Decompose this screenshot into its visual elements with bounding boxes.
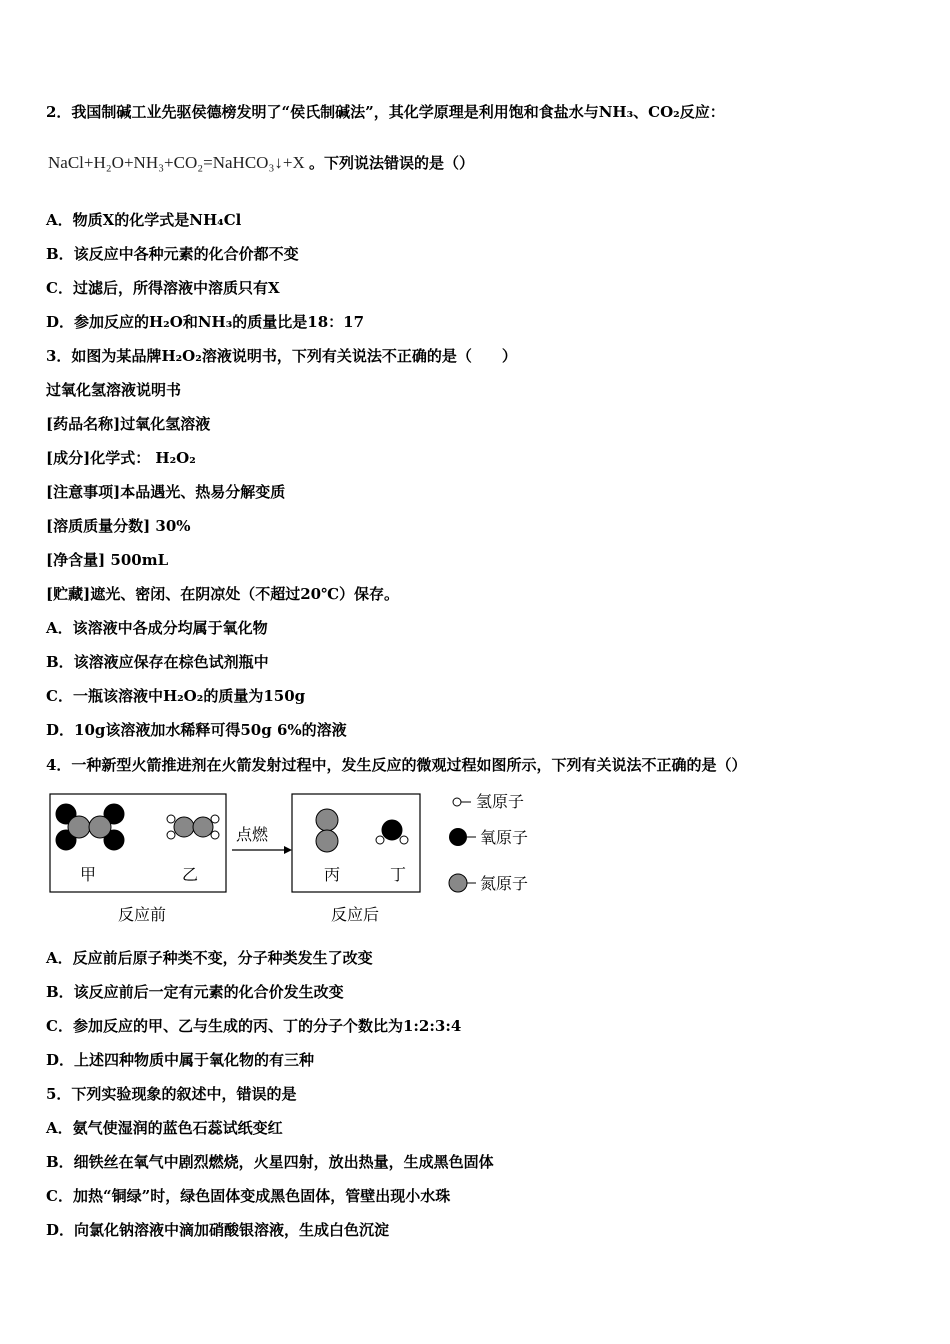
legend-nitrogen	[449, 874, 528, 893]
q3-option-a: A．该溶液中各成分均属于氧化物	[46, 619, 268, 637]
arrow-label: 点燃	[236, 825, 269, 844]
species-bing: 丙	[324, 865, 341, 884]
q3-label-formula: [成分]化学式： H₂O₂	[46, 449, 196, 467]
q2-option-c: C．过滤后，所得溶液中溶质只有X	[46, 279, 280, 297]
legend-hydrogen-label: 氢原子	[476, 792, 525, 811]
q4-option-a: A．反应前后原子种类不变，分子种类发生了改变	[46, 949, 373, 967]
legend-hydrogen	[453, 792, 524, 811]
legend-oxygen-label: 氧原子	[480, 828, 529, 847]
legend-nitrogen-label: 氮原子	[480, 874, 529, 893]
q5-stem: 5．下列实验现象的叙述中，错误的是	[46, 1085, 297, 1103]
q3-option-d: D．10g该溶液加水稀释可得50g 6%的溶液	[46, 721, 347, 739]
q4-stem: 4．一种新型火箭推进剂在火箭发射过程中，发生反应的微观过程如图所示，下列有关说法不正确的是（）	[46, 756, 747, 774]
arrow-head	[284, 846, 292, 854]
q4-option-b: B．该反应前后一定有元素的化合价发生改变	[46, 983, 344, 1001]
q3-label-volume: [净含量] 500mL	[46, 551, 169, 569]
q5-option-b: B．细铁丝在氧气中剧烈燃烧，火星四射，放出热量，生成黑色固体	[46, 1153, 494, 1171]
q2-option-b: B．该反应中各种元素的化合价都不变	[46, 245, 299, 263]
before-caption: 反应前	[118, 905, 167, 924]
after-caption: 反应后	[331, 905, 380, 924]
q4-option-d: D．上述四种物质中属于氧化物的有三种	[46, 1051, 315, 1069]
q3-label-name: [药品名称]过氧化氢溶液	[46, 415, 211, 433]
q2-equation-row	[48, 152, 474, 173]
q5-option-c: C．加热“铜绿”时，绿色固体变成黑色固体，管壁出现小水珠	[46, 1187, 451, 1205]
q5-option-d: D．向氯化钠溶液中滴加硝酸银溶液，生成白色沉淀	[46, 1221, 390, 1239]
species-yi: 乙	[182, 865, 199, 884]
q3-label-title: 过氧化氢溶液说明书	[46, 381, 182, 399]
legend-oxygen	[449, 828, 528, 847]
species-ding: 丁	[390, 865, 407, 884]
molecule-ding	[376, 820, 408, 844]
reaction-diagram	[46, 788, 546, 938]
q2-stem: 2．我国制碱工业先驱侯德榜发明了“侯氏制碱法”，其化学原理是利用饱和食盐水与NH₃、CO₂反应：	[46, 103, 725, 121]
q3-option-b: B．该溶液应保存在棕色试剂瓶中	[46, 653, 269, 671]
q3-label-caution: [注意事项]本品遇光、热易分解变质	[46, 483, 286, 501]
q3-label-storage: [贮藏]遮光、密闭、在阴凉处（不超过20℃）保存。	[46, 585, 400, 603]
q3-label-concentration: [溶质质量分数] 30%	[46, 517, 191, 535]
molecule-yi	[167, 815, 219, 839]
q3-option-c: C．一瓶该溶液中H₂O₂的质量为150g	[46, 687, 306, 705]
q2-equation: NaCl+H₂O+NH₃+CO₂=NaHCO₃↓+X	[48, 153, 305, 172]
q3-stem: 3．如图为某品牌H₂O₂溶液说明书，下列有关说法不正确的是（ ）	[46, 347, 517, 365]
q2-option-a: A．物质X的化学式是NH₄Cl	[46, 211, 242, 229]
molecule-jia	[56, 804, 124, 850]
molecule-bing	[316, 809, 338, 852]
q4-option-c: C．参加反应的甲、乙与生成的丙、丁的分子个数比为1:2:3:4	[46, 1017, 462, 1035]
q2-equation-tail: 。下列说法错误的是（）	[309, 154, 475, 172]
species-jia: 甲	[80, 865, 97, 884]
q5-option-a: A．氨气使湿润的蓝色石蕊试纸变红	[46, 1119, 283, 1137]
q2-option-d: D．参加反应的H₂O和NH₃的质量比是18：17	[46, 313, 365, 331]
before-box	[50, 794, 226, 892]
